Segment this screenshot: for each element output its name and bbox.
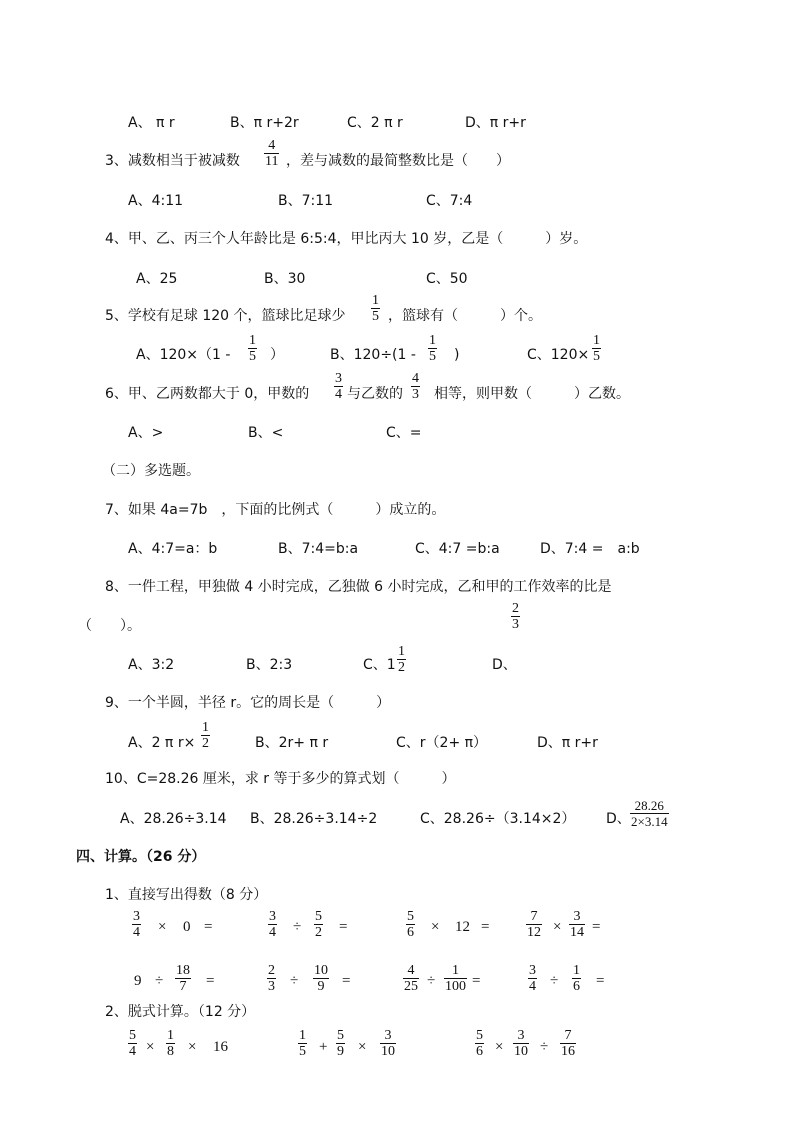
calc1-r1-i1-frac [132,909,141,940]
q3-option-a[interactable]: A、4:11 [128,193,184,209]
q4-option-a[interactable]: A、25 [136,271,178,287]
calc2-e2-frac-a [298,1028,307,1059]
calc1-r1-i4-answer[interactable] [608,912,668,942]
q3-frac-num: 4 [268,138,276,153]
q3-stem-start: 3、减数相当于被减数 [105,153,240,169]
calc1-r1-i1-answer[interactable] [220,912,270,942]
frac-num: 7 [564,1028,572,1043]
frac-den: 5 [299,1044,306,1059]
q7-option-a[interactable]: A、4:7=a：b [128,541,218,557]
frac-num: 3 [529,963,536,978]
q5-option-b-fraction [428,333,437,364]
q8-c-frac-num: 1 [398,644,405,659]
q5-stem-start: 5、学校有足球 120 个，篮球比足球少 [105,308,346,324]
q3-fraction [264,138,279,169]
q7-stem: 7、如果 4a=7b ，下面的比例式（ ）成立的。 [105,502,446,518]
frac-den: 14 [570,925,584,940]
calc2-e1-frac-b [166,1028,175,1059]
frac-num: 3 [269,909,276,924]
calc1-r1-i1-eq: = [204,919,213,935]
frac-num: 1 [299,1028,306,1043]
calc2-e2-op2: × [358,1039,367,1055]
frac-den: 100 [445,979,466,994]
q10-option-d[interactable]: D、 [606,811,631,827]
calc2-e2-frac-c [380,1028,396,1059]
q10-option-a[interactable]: A、28.26÷3.14 [120,811,227,827]
q5-fraction [371,293,380,324]
q10-option-b[interactable]: B、28.26÷3.14÷2 [250,811,378,827]
q2-option-a[interactable]: A、 π r [128,115,175,131]
q6-frac1-den: 4 [335,387,342,402]
frac-den: 10 [381,1044,395,1059]
calc1-r2-i4-frac2 [572,963,581,994]
calc1-r1-i2-answer[interactable] [355,912,395,942]
q9-option-b[interactable]: B、2r+ π r [255,735,329,751]
calc1-r2-i3-eq: = [472,973,481,989]
calc1-r2-i3-frac2 [444,963,467,994]
calc1-r1-i2-op: ÷ [293,919,302,935]
q10-d-frac-den: 2×3.14 [631,814,668,829]
frac-num: 1 [573,963,580,978]
q9-stem: 9、一个半圆，半径 r。它的周长是（ ） [105,695,391,711]
q2-option-c[interactable]: C、2 π r [347,115,403,131]
q6-stem-end: 相等，则甲数（ ）乙数。 [434,386,630,402]
q5-frac-den: 5 [372,309,379,324]
q6-frac2-num: 4 [412,371,419,386]
calc1-r1-i3-num: 12 [455,919,470,935]
q5-option-a-close: ） [270,347,284,363]
calc1-r2-i4-frac1 [528,963,537,994]
q3-option-c[interactable]: C、7:4 [426,193,473,209]
q7-option-d[interactable]: D、7:4 = a:b [540,541,640,557]
frac-den: 2 [315,925,322,940]
calc1-r2-i3-frac1 [403,963,419,994]
q6-option-c[interactable]: C、= [386,425,422,441]
q3-frac-den: 11 [265,154,279,169]
q6-option-a[interactable]: A、> [128,425,164,441]
calc2-e1-num-c: 16 [213,1039,228,1055]
frac-num: 5 [129,1028,136,1043]
q5-b-frac-num: 1 [429,333,436,348]
q2-option-d[interactable]: D、π r+r [465,115,526,131]
q10-option-c[interactable]: C、28.26÷（3.14×2） [420,811,576,827]
q10-option-d-fraction [630,798,669,829]
q3-option-b[interactable]: B、7:11 [278,193,334,209]
q4-option-b[interactable]: B、30 [264,271,306,287]
frac-den: 4 [129,1044,136,1059]
frac-num: 5 [315,909,322,924]
q8-side-fraction [511,601,520,632]
q10-d-frac-num: 28.26 [634,798,664,813]
q6-option-b[interactable]: B、< [248,425,284,441]
calc1-r2-i1-eq: = [206,973,215,989]
frac-num: 3 [384,1028,392,1043]
calc1-r1-i1-op: × [158,919,167,935]
q5-option-c-fraction [592,333,601,364]
frac-num: 3 [517,1028,525,1043]
calc2-title: 2、脱式计算。（12 分） [105,1004,256,1020]
q5-a-frac-den: 5 [249,349,256,364]
frac-num: 18 [176,963,190,978]
q8-stem-line2: （ ）。 [78,618,141,634]
calc1-r1-i4-op: × [553,919,562,935]
frac-num: 3 [573,909,581,924]
calc1-r2-i1-num: 9 [134,973,142,989]
calc1-r1-i4-eq: = [592,919,601,935]
frac-den: 4 [269,925,276,940]
q8-stem: 8、一件工程，甲独做 4 小时完成，乙独做 6 小时完成，乙和甲的工作效率的比是 [105,579,612,595]
frac-den: 12 [527,925,541,940]
q6-frac1-num: 3 [335,371,342,386]
frac-num: 1 [167,1028,174,1043]
frac-den: 4 [133,925,140,940]
calc1-r1-i4-frac2 [569,909,585,940]
q8-option-c[interactable]: C、1 [363,657,396,673]
q5-c-frac-num: 1 [593,333,600,348]
q8-option-c-fraction [397,644,406,675]
calc1-r2-i1-answer[interactable] [222,966,262,996]
calc1-r2-i4-answer[interactable] [612,966,672,996]
calc1-title: 1、直接写出得数（8 分） [105,887,268,903]
section-multiple-choice-title: （二）多选题。 [102,463,200,479]
frac-num: 3 [133,909,140,924]
calc1-r1-i3-frac [406,909,415,940]
q9-option-a[interactable]: A、2 π r× [128,735,196,751]
calc2-e3-op1: × [495,1039,504,1055]
calc2-e2-frac-b [336,1028,345,1059]
q6-stem-mid: 与乙数的 [347,386,403,402]
frac-den: 6 [476,1044,483,1059]
q8-option-a[interactable]: A、3:2 [128,657,175,673]
calc1-r2-i2-eq: = [342,973,351,989]
calc1-r2-i2-frac1 [267,963,276,994]
frac-den: 6 [573,979,580,994]
q4-stem: 4、甲、乙、丙三个人年龄比是 6:5:4，甲比丙大 10 岁，乙是（ ）岁。 [105,231,588,247]
q6-frac2-den: 3 [412,387,419,402]
q7-option-b[interactable]: B、7:4=b:a [278,541,359,557]
calc1-r2-i4-op: ÷ [550,973,559,989]
calc1-r1-i3-eq: = [481,919,490,935]
calc1-r2-i4-eq: = [596,973,605,989]
frac-num: 4 [407,963,415,978]
calc1-r2-i3-answer[interactable] [488,966,522,996]
q9-a-frac-den: 2 [202,736,209,751]
q5-option-a-fraction [248,333,257,364]
q5-a-frac-num: 1 [249,333,256,348]
calc1-r2-i2-frac2 [313,963,329,994]
calc2-e2-op1: + [319,1039,328,1055]
q8-option-b[interactable]: B、2:3 [246,657,293,673]
q6-fraction-1 [334,371,343,402]
q3-stem-end: ，差与减数的最简整数比是（ ） [286,153,510,169]
q9-option-c[interactable]: C、r（2+ π） [396,735,488,751]
frac-num: 7 [530,909,538,924]
calc2-e3-op2: ÷ [540,1039,549,1055]
calc1-r1-i1-num: 0 [183,919,191,935]
frac-num: 10 [314,963,328,978]
q5-stem-end: ，篮球有（ ）个。 [388,308,542,324]
q9-option-d[interactable]: D、π r+r [537,735,598,751]
q8-option-d[interactable]: D、 [492,657,517,673]
calc2-e1-frac-a [128,1028,137,1059]
frac-den: 25 [404,979,418,994]
q5-option-a-text[interactable]: A、120×（1 - [136,347,231,363]
frac-den: 16 [561,1044,575,1059]
frac-den: 10 [514,1044,528,1059]
calc1-r1-i2-frac1 [268,909,277,940]
calc1-r1-i2-frac2 [314,909,323,940]
calc1-r1-i4-frac1 [526,909,542,940]
q5-option-c-text[interactable]: C、120× [527,347,590,363]
calc2-e3-frac-a [475,1028,484,1059]
calc1-r1-i3-answer[interactable] [497,912,522,942]
q6-stem-start: 6、甲、乙两数都大于 0，甲数的 [105,386,310,402]
q4-option-c[interactable]: C、50 [426,271,468,287]
q9-a-frac-num: 1 [202,720,209,735]
calc1-r2-i1-op: ÷ [155,973,164,989]
frac-num: 5 [337,1028,344,1043]
q5-option-b-close: ) [454,347,460,363]
frac-num: 2 [268,963,275,978]
calc2-e1-op2: × [188,1039,197,1055]
calc1-r2-i2-answer[interactable] [358,966,398,996]
calc1-r1-i3-op: × [431,919,440,935]
frac-den: 7 [175,978,191,994]
q5-b-frac-den: 5 [429,349,436,364]
frac-den: 9 [313,978,329,994]
q6-fraction-2 [411,371,420,402]
q5-c-frac-den: 5 [593,349,600,364]
frac-den: 9 [337,1044,344,1059]
frac-den: 4 [529,979,536,994]
calc2-e1-op1: × [146,1039,155,1055]
frac-num: 5 [407,909,414,924]
q9-option-a-fraction [201,720,210,751]
frac-den: 3 [268,979,275,994]
calc1-r2-i2-op: ÷ [290,973,299,989]
q8-c-frac-den: 2 [398,660,405,675]
calc1-r2-i1-frac [175,963,191,994]
q5-option-b-text[interactable]: B、120÷(1 - [330,347,416,363]
calc1-r1-i2-eq: = [339,919,348,935]
calc2-e3-frac-b [513,1028,529,1059]
q10-stem: 10、C=28.26 厘米，求 r 等于多少的算式划（ ） [105,771,456,787]
q8-side-frac-den: 3 [512,617,519,632]
q8-side-frac-num: 2 [512,601,519,616]
calc1-r2-i3-op: ÷ [427,973,436,989]
calc2-e3-frac-c [560,1028,576,1059]
frac-num: 5 [476,1028,483,1043]
q2-option-b[interactable]: B、π r+2r [230,115,299,131]
q7-option-c[interactable]: C、4:7 =b:a [415,541,500,557]
section-calculation-title: 四、计算。（26 分） [76,849,206,865]
q5-frac-num: 1 [372,293,379,308]
frac-den: 8 [167,1044,174,1059]
frac-den: 6 [407,925,414,940]
frac-num: 1 [452,963,459,978]
